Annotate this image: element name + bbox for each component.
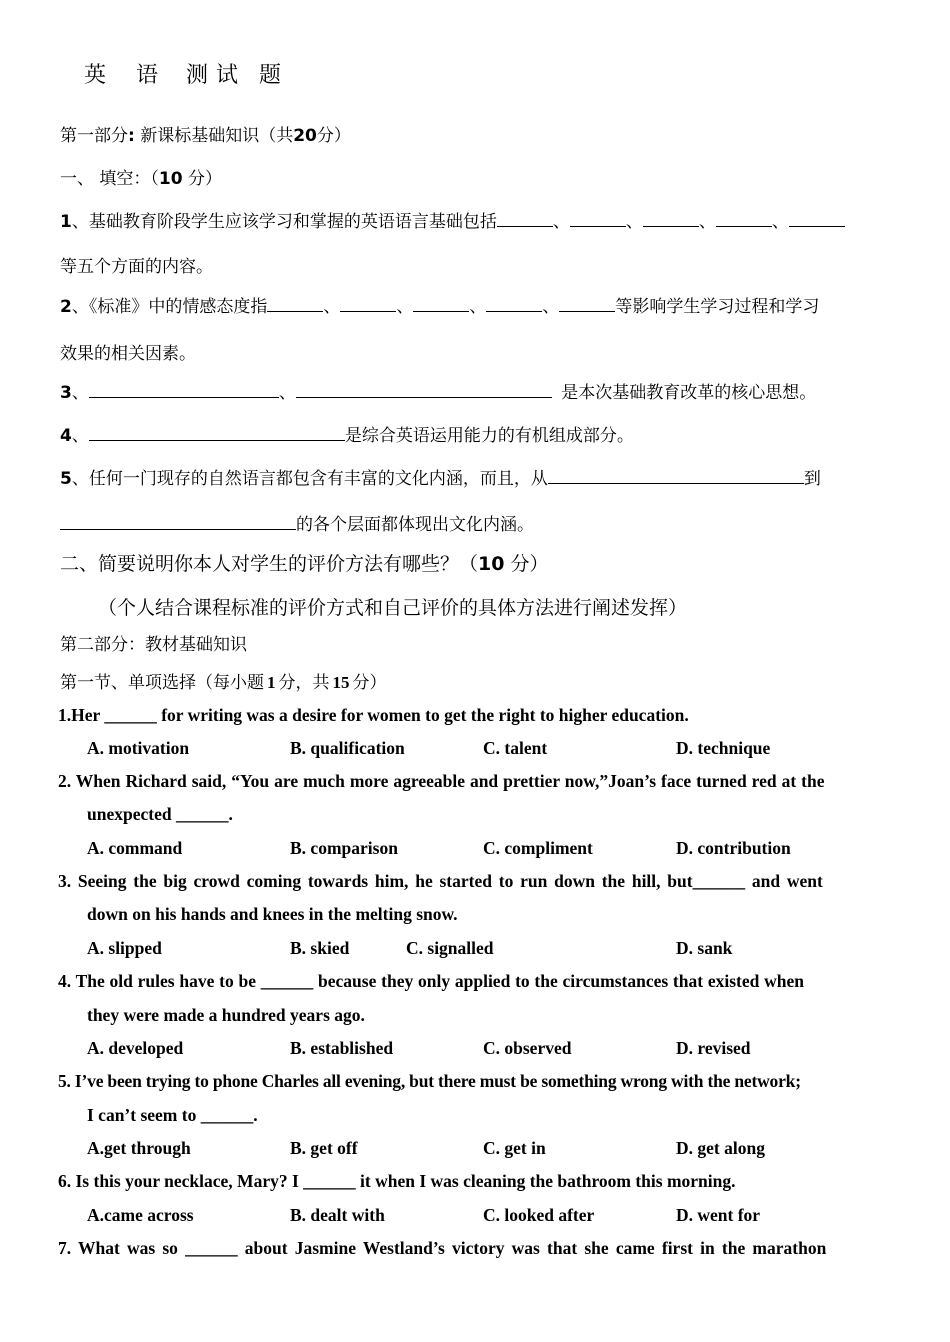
separator: 、 <box>469 297 487 317</box>
question-number: 2 <box>60 297 72 317</box>
section2-post: 分） <box>510 553 549 575</box>
fill-question-3 <box>60 378 816 403</box>
separator: 、 <box>542 297 560 317</box>
separator: 、 <box>278 383 296 403</box>
mc-option[interactable]: D. went for <box>676 1205 761 1225</box>
part1-heading-main: 新课标基础知识（共 <box>140 126 294 146</box>
mc-question-2-cont: unexpected ______. <box>87 804 233 824</box>
mc-question-7: 7. What was so ______ about Jasmine Westland’s victory was that she came first in the marathon <box>58 1238 827 1258</box>
separator: 、 <box>625 212 643 232</box>
title-char: 试 <box>216 63 239 88</box>
section1-post: 分） <box>187 169 222 189</box>
title-char: 题 <box>259 63 282 88</box>
question-text: 的各个层面都体现出文化内涵。 <box>296 515 534 535</box>
fill-question-2-cont: 效果的相关因素。 <box>60 344 196 364</box>
fill-question-5-cont <box>60 510 534 535</box>
mc-option[interactable]: B. established <box>290 1038 394 1058</box>
mc-option[interactable]: A. motivation <box>87 738 190 758</box>
question-text: 是综合英语运用能力的有机组成部分。 <box>344 426 634 446</box>
question-number: 1 <box>60 212 72 232</box>
mc-option[interactable]: D. revised <box>676 1038 751 1058</box>
fill-question-4 <box>60 421 634 446</box>
mc-question-4: 4. The old rules have to be ______ because they only applied to the circumstances that existed when <box>58 971 805 991</box>
mc-option[interactable]: C. observed <box>483 1038 572 1058</box>
mc-option[interactable]: C. get in <box>483 1138 546 1158</box>
answer-blank[interactable] <box>267 296 323 312</box>
part1-heading-pre: 第一部分 <box>60 126 128 146</box>
section1-label: 一、 填空：（ <box>60 169 159 189</box>
section3-num: 15 <box>332 673 350 692</box>
title-char: 英 <box>84 63 107 88</box>
section3-text: 分） <box>352 673 387 693</box>
answer-blank[interactable] <box>559 296 615 312</box>
separator: 、 <box>771 212 789 232</box>
section3-text: 分，共 <box>278 673 330 693</box>
mc-question-6: 6. Is this your necklace, Mary? I ______ it when I was cleaning the bathroom this morning. <box>58 1171 736 1191</box>
part1-heading-num: 20 <box>293 126 317 146</box>
separator: 、 <box>71 426 89 446</box>
mc-option[interactable]: B. get off <box>290 1138 358 1158</box>
section3-heading <box>60 668 387 693</box>
section3-text: 第一节、单项选择（每小题 <box>60 673 264 693</box>
answer-blank[interactable] <box>716 211 772 227</box>
separator: 、 <box>698 212 716 232</box>
section1-num: 10 <box>158 169 183 189</box>
mc-option[interactable]: A.get through <box>87 1138 191 1158</box>
mc-option[interactable]: A. slipped <box>87 938 162 958</box>
mc-option[interactable]: B. dealt with <box>290 1205 385 1225</box>
answer-blank[interactable] <box>643 211 699 227</box>
section2-heading <box>60 549 549 576</box>
answer-blank[interactable] <box>570 211 626 227</box>
mc-option[interactable]: C. compliment <box>483 838 593 858</box>
title-char: 测 <box>186 63 209 88</box>
part2-heading: 第二部分：教材基础知识 <box>60 635 247 655</box>
mc-option[interactable]: D. sank <box>676 938 733 958</box>
section1-heading <box>60 164 222 189</box>
question-number: 4 <box>60 426 72 446</box>
fill-question-5 <box>60 464 821 489</box>
question-text: 到 <box>803 469 821 489</box>
answer-blank[interactable] <box>296 382 552 398</box>
fill-question-2 <box>60 292 819 317</box>
question-text: 、基础教育阶段学生应该学习和掌握的英语语言基础包括 <box>71 212 497 232</box>
mc-option[interactable]: A.came across <box>87 1205 194 1225</box>
mc-option[interactable]: D. technique <box>676 738 771 758</box>
answer-blank[interactable] <box>413 296 469 312</box>
mc-option[interactable]: B. comparison <box>290 838 398 858</box>
part1-heading-colon: : <box>128 126 135 146</box>
section2-text: 二、简要说明你本人对学生的评价方法有哪些？（ <box>60 553 479 575</box>
fill-question-1 <box>60 207 845 232</box>
section2-note: （个人结合课程标准的评价方式和自己评价的具体方法进行阐述发挥） <box>98 597 688 619</box>
part1-heading-post: 分） <box>316 126 351 146</box>
section2-num: 10 <box>478 553 505 575</box>
title-char: 语 <box>136 63 159 88</box>
question-number: 3 <box>60 383 72 403</box>
separator: 、 <box>396 297 414 317</box>
answer-blank[interactable] <box>60 514 296 530</box>
mc-option[interactable]: C. signalled <box>406 938 494 958</box>
answer-blank[interactable] <box>548 468 804 484</box>
separator: 、 <box>71 383 89 403</box>
mc-question-3-cont: down on his hands and knees in the melting snow. <box>87 904 458 924</box>
answer-blank[interactable] <box>89 425 345 441</box>
mc-option[interactable]: A. developed <box>87 1038 184 1058</box>
answer-blank[interactable] <box>789 211 845 227</box>
answer-blank[interactable] <box>89 382 279 398</box>
question-text: 、任何一门现存的自然语言都包含有丰富的文化内涵，而且，从 <box>71 469 548 489</box>
mc-option[interactable]: D. contribution <box>676 838 791 858</box>
mc-question-4-cont: they were made a hundred years ago. <box>87 1005 365 1025</box>
separator: 、 <box>323 297 341 317</box>
page-title <box>84 58 281 89</box>
question-number: 5 <box>60 469 72 489</box>
mc-option[interactable]: D. get along <box>676 1138 765 1158</box>
answer-blank[interactable] <box>486 296 542 312</box>
answer-blank[interactable] <box>497 211 553 227</box>
answer-blank[interactable] <box>340 296 396 312</box>
fill-question-1-cont: 等五个方面的内容。 <box>60 257 213 277</box>
question-text: 是本次基础教育改革的核心思想。 <box>561 383 817 403</box>
mc-option[interactable]: C. looked after <box>483 1205 595 1225</box>
mc-option[interactable]: A. command <box>87 838 183 858</box>
question-text: 、《标准》中的情感态度指 <box>71 297 268 317</box>
part1-heading <box>60 121 351 146</box>
question-text: 等影响学生学习过程和学习 <box>615 297 820 317</box>
mc-option[interactable]: C. talent <box>483 738 548 758</box>
mc-question-3: 3. Seeing the big crowd coming towards him, he started to run down the hill, but______ and went <box>58 871 823 891</box>
mc-question-5-cont: I can’t seem to ______. <box>87 1105 258 1125</box>
section3-num: 1 <box>267 673 276 692</box>
mc-option[interactable]: B. skied <box>290 938 350 958</box>
mc-question-5: 5. I’ve been trying to phone Charles all evening, but there must be something wrong with the network; <box>58 1071 801 1091</box>
mc-option[interactable]: B. qualification <box>290 738 405 758</box>
separator: 、 <box>552 212 570 232</box>
mc-question-1: 1.Her ______ for writing was a desire for women to get the right to higher education. <box>58 705 689 725</box>
mc-question-2: 2. When Richard said, “You are much more agreeable and prettier now,”Joan’s face turned red at the <box>58 771 825 791</box>
